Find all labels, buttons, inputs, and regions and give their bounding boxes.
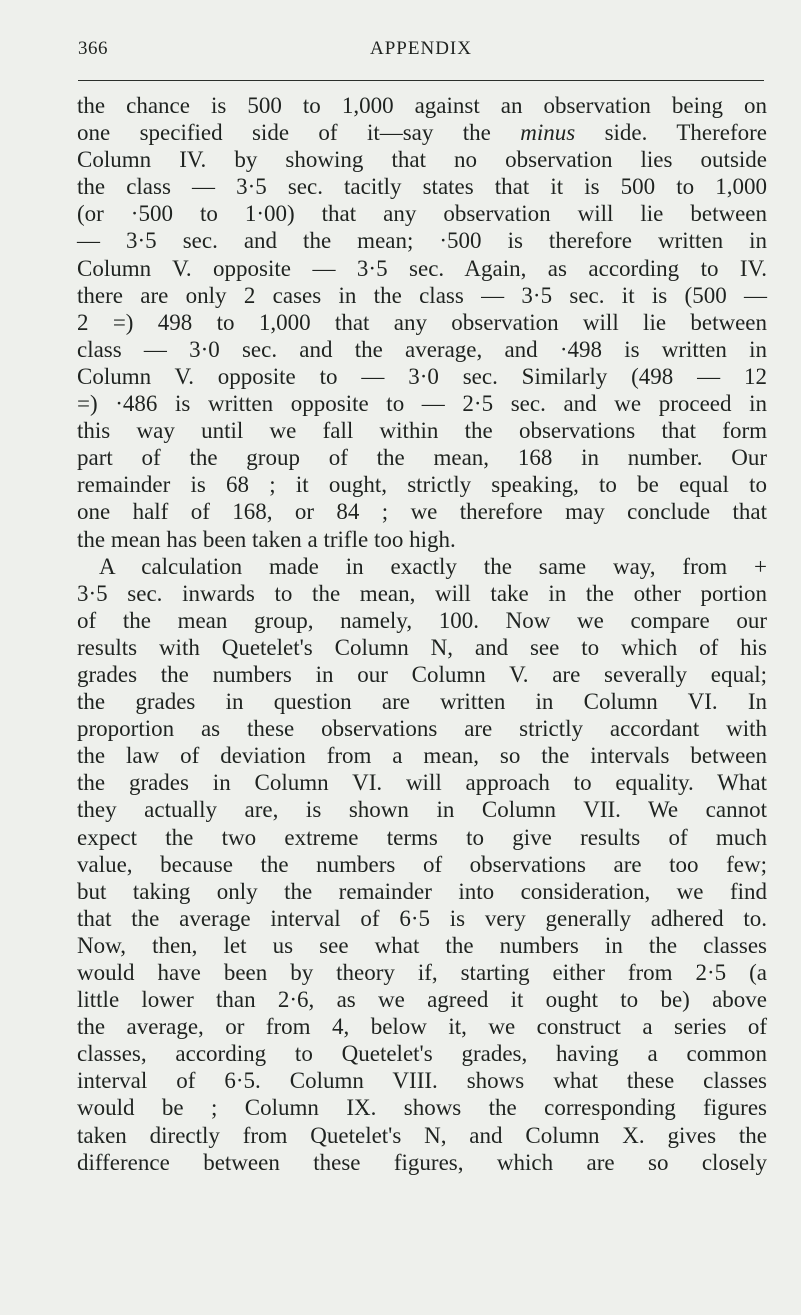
text-line: — 3·5 sec. and the mean; ·500 is therefore written in <box>77 228 767 254</box>
text-line: 3·5 sec. inwards to the mean, will take in the other portion <box>77 580 767 606</box>
header-rule <box>78 80 764 81</box>
text-line: grades the numbers in our Column V. are severally equal; <box>77 661 767 687</box>
text-line: but taking only the remainder into consideration, we find <box>77 878 767 904</box>
text-line: taken directly from Quetelet's N, and Column X. gives the <box>77 1122 767 1148</box>
text-line: of the mean group, namely, 100. Now we compare our <box>77 607 767 633</box>
text-line: A calculation made in exactly the same way, from + <box>99 553 767 579</box>
text-line: would be ; Column IX. shows the corresponding figures <box>77 1095 767 1121</box>
body-text <box>77 92 767 1176</box>
text-line: they actually are, is shown in Column VII. We cannot <box>77 797 767 823</box>
text-line: the average, or from 4, below it, we construct a series of <box>77 1014 767 1040</box>
text-line: results with Quetelet's Column N, and see to which of his <box>77 634 767 660</box>
text-line: (or ·500 to 1·00) that any observation will lie between <box>77 201 767 227</box>
running-head <box>78 38 764 72</box>
text-line: this way until we fall within the observations that form <box>77 418 767 444</box>
page-number: 366 <box>78 38 108 59</box>
text-line: Column V. opposite — 3·5 sec. Again, as according to IV. <box>77 255 767 281</box>
text-line: the law of deviation from a mean, so the intervals between <box>77 743 767 769</box>
text-line: the grades in Column VI. will approach to equality. What <box>77 770 767 796</box>
text-line: there are only 2 cases in the class — 3·5 sec. it is (500 — <box>77 282 767 308</box>
text-line: =) ·486 is written opposite to — 2·5 sec. and we proceed in <box>77 391 767 417</box>
text-line: 2 =) 498 to 1,000 that any observation will lie between <box>77 309 767 335</box>
text-line: the class — 3·5 sec. tacitly states that it is 500 to 1,000 <box>77 174 767 200</box>
text-line: would have been by theory if, starting either from 2·5 (a <box>77 960 767 985</box>
text-line: classes, according to Quetelet's grades, having a common <box>77 1041 767 1067</box>
text-line: difference between these figures, which are so closely <box>77 1149 767 1175</box>
text-line: value, because the numbers of observations are too few; <box>77 851 767 877</box>
running-title: APPENDIX <box>370 38 472 59</box>
text-line: that the average interval of 6·5 is very generally adhered to. <box>77 905 767 931</box>
text-line: expect the two extreme terms to give results of much <box>77 824 767 850</box>
text-line: the grades in question are written in Column VI. In <box>77 689 767 715</box>
text-line: Now, then, let us see what the numbers in the classes <box>77 932 767 958</box>
text-fragment: one specified side of it—say the <box>77 120 521 146</box>
text-line: remainder is 68 ; it ought, strictly speaking, to be equal to <box>77 472 767 498</box>
text-fragment: side. Therefore <box>575 120 767 146</box>
text-line: class — 3·0 sec. and the average, and ·498 is written in <box>77 336 767 362</box>
text-line: the chance is 500 to 1,000 against an observation being on <box>77 93 767 118</box>
text-line: one half of 168, or 84 ; we therefore may conclude that <box>77 499 767 525</box>
text-line: interval of 6·5. Column VIII. shows what these classes <box>77 1068 767 1094</box>
text-line: proportion as these observations are strictly accordant with <box>77 716 767 742</box>
text-line: Column V. opposite to — 3·0 sec. Similarly (498 — 12 <box>77 363 767 389</box>
text-line <box>77 119 767 146</box>
text-line: Column IV. by showing that no observation lies outside <box>77 147 767 173</box>
text-line: the mean has been taken a trifle too high. <box>77 526 456 552</box>
italic-word: minus <box>520 120 576 146</box>
text-line: part of the group of the mean, 168 in number. Our <box>77 445 767 471</box>
text-line: little lower than 2·6, as we agreed it ought to be) above <box>77 987 767 1013</box>
